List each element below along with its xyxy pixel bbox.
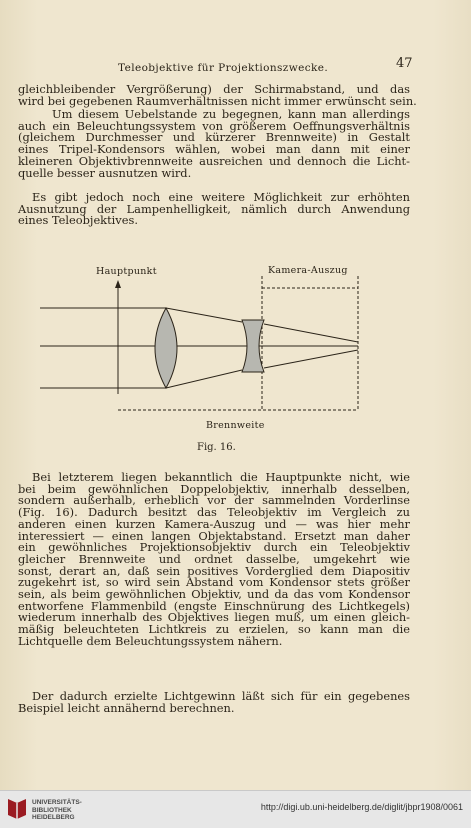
label-brennweite: Brennweite (206, 420, 265, 431)
text-line: entworfene Flammenbild (engste Einschnürung des Lichtkegels) (18, 598, 410, 613)
hauptpunkt-arrowhead (115, 280, 121, 288)
label-hauptpunkt: Hauptpunkt (96, 266, 157, 277)
ray-final-top (264, 324, 358, 342)
convex-lens (155, 308, 177, 388)
text-line: sondern außerhalb, erheblich vor der sammelnden Vorderlinse (18, 493, 410, 508)
text-line: ein gewöhnliches Projektionsobjektiv durch ein Teleobjektiv (18, 540, 410, 555)
text-line: kleineren Objektivbrennweite ausreichen und dennoch die Licht- (18, 153, 410, 168)
logo-line: HEIDELBERG (32, 814, 75, 821)
running-title: Teleobjektive für Projektionszwecke. (118, 62, 329, 74)
text-line: Bei letzterem liegen bekanntlich die Hauptpunkte nicht, wie (32, 470, 410, 484)
text-line: quelle besser ausnutzen wird. (18, 165, 192, 180)
text-line: Der dadurch erzielte Lichtgewinn läßt sich für ein gegebenes (32, 689, 410, 703)
label-kamera-auszug: Kamera-Auszug (268, 265, 348, 276)
paragraph-4 (18, 472, 410, 648)
permalink-url[interactable]: http://digi.ub.uni-heidelberg.de/diglit/jbpr1908/0061 (260, 802, 463, 812)
logo-line: UNIVERSITÄTS- (32, 799, 82, 806)
text-line: interessiert — einen langen Objektabstand. Ersetzt man daher (18, 528, 410, 543)
text-line: Um diesem Uebelstande zu begegnen, kann man allerdings (52, 107, 410, 121)
text-line: Ausnutzung der Lampenhelligkeit, nämlich durch Anwendung (18, 201, 410, 216)
text-line: eines Tripel-Kondensors wählen, wobei man dann mit einer (18, 142, 410, 157)
text-line: mäßig beleuchteten Lichtkreis zu erzielen, so kann man die (18, 622, 410, 637)
ray-converging-top (166, 308, 242, 322)
text-line: anderen einen kurzen Kamera-Auszug und — was hier mehr (18, 516, 410, 531)
ray-converging-bottom (166, 370, 242, 388)
paragraph-5 (18, 691, 410, 714)
text-line: bei beim gewöhnlichen Doppelobjektiv, innerhalb desselben, (18, 481, 410, 496)
text-line: (gleichem Durchmesser und kürzerer Brennweite) in Gestalt (18, 130, 410, 145)
ray-final-bottom (264, 350, 358, 368)
text-line: Beispiel leicht annähernd berechnen. (18, 700, 235, 715)
text-line: wiederum innerhalb des Objektives liegen muß, um einen gleich- (18, 610, 410, 625)
viewer-footer (0, 790, 471, 828)
text-line: Lichtquelle dem Beleuchtungssystem nähern. (18, 633, 283, 648)
text-line: gleicher Brennweite und ordnet dasselbe, umgekehrt wie (18, 551, 410, 566)
text-line: Es gibt jedoch noch eine weitere Möglichkeit zur erhöhten (32, 190, 410, 204)
page-number: 47 (396, 56, 413, 71)
text-line: (Fig. 16). Dadurch besitzt das Teleobjektiv im Vergleich zu (18, 505, 410, 520)
library-logo-text[interactable] (32, 799, 82, 822)
text-line: zugekehrt ist, so wird sein Abstand vom Kondensor stets größer (18, 575, 410, 590)
paragraph-1 (18, 82, 417, 108)
library-logo-icon[interactable] (6, 797, 28, 821)
text-line: gleichbleibender Vergrößerung) der Schirmabstand, und das (18, 82, 410, 96)
text-line: eines Teleobjektives. (18, 213, 138, 228)
text-line: sein, als beim gewöhnlichen Objektiv, und da das vom Kondensor (18, 587, 410, 602)
figure-16-diagram (40, 258, 420, 458)
figure-caption: Fig. 16. (197, 442, 236, 453)
text-line: sonst, derart an, daß sein positives Vorderglied dem Diapositiv (18, 563, 410, 578)
running-header (0, 56, 471, 76)
text-line: auch ein Beleuchtungssystem von größerem Oeffnungsverhältnis (18, 118, 410, 133)
paragraph-2 (18, 109, 410, 179)
text-line: wird bei gegebenen Raumverhältnissen nicht immer erwünscht sein. (18, 93, 417, 108)
logo-line: BIBLIOTHEK (32, 806, 72, 814)
paragraph-3 (18, 192, 410, 227)
